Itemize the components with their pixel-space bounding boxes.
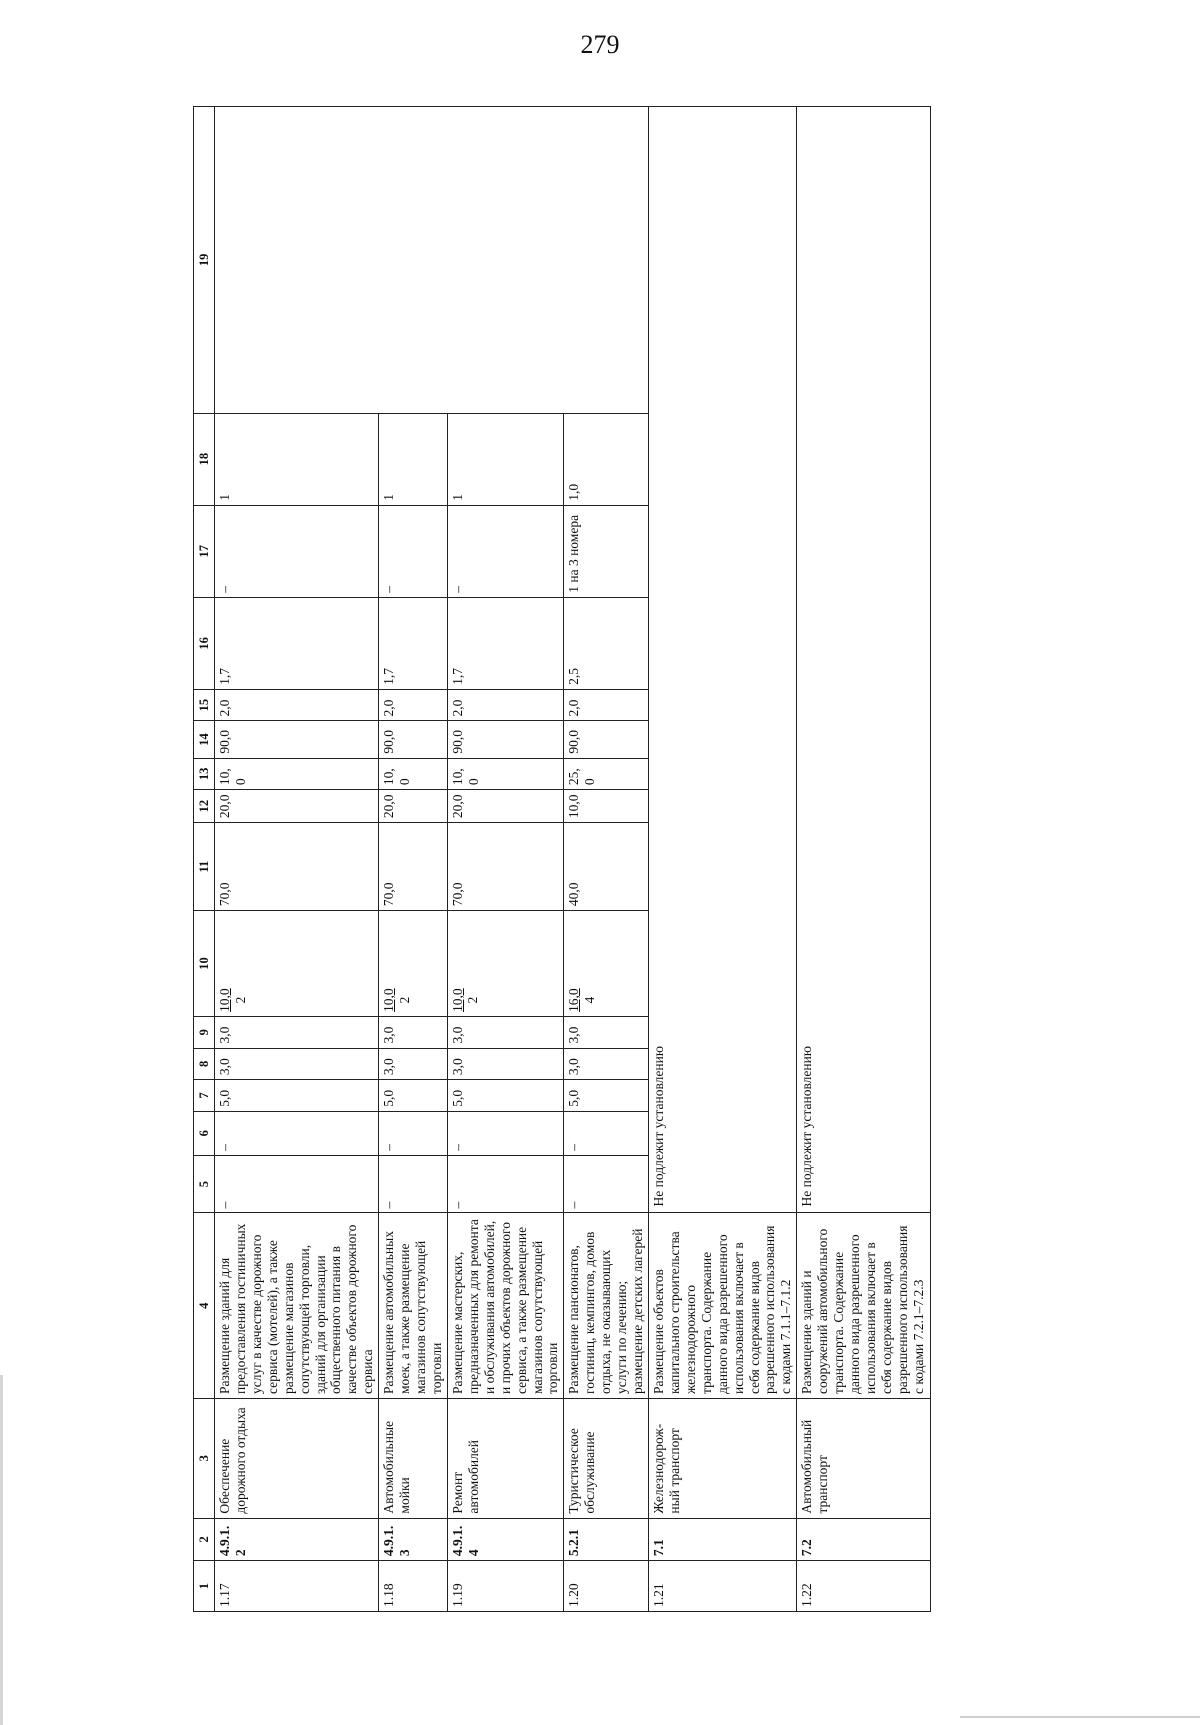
value-cell: 3,0 <box>564 1048 649 1080</box>
use-code: 4.9.1.3 <box>379 1518 448 1561</box>
header-cell: 3 <box>194 1399 215 1519</box>
value-cell: 10,0 <box>379 758 448 790</box>
use-code: 5.2.1 <box>564 1518 649 1561</box>
rotated-table-container <box>193 106 926 1612</box>
fraction-numerator: 10,0 <box>381 988 397 1012</box>
use-name: Туристическое обслуживание <box>564 1399 649 1519</box>
row-number: 1.18 <box>379 1561 448 1612</box>
use-description: Размещение автомобильных моек, а также размещение магазинов сопутствующей торговли <box>379 1213 448 1399</box>
header-cell: 9 <box>194 1016 215 1048</box>
value-cell: 1 <box>447 413 563 505</box>
fraction-denominator: 4 <box>581 996 597 1004</box>
row-number: 1.21 <box>648 1561 796 1612</box>
value-cell: 2,0 <box>215 689 379 721</box>
header-cell: 1 <box>194 1561 215 1612</box>
value-cell: 1 <box>379 413 448 505</box>
value-cell: 10,0 <box>564 790 649 823</box>
header-cell: 5 <box>194 1155 215 1213</box>
scan-edge-bottom <box>960 1716 1200 1718</box>
value-cell: – <box>564 1155 649 1213</box>
value-cell: 1,0 <box>564 413 649 505</box>
use-code: 7.1 <box>648 1518 796 1561</box>
fraction-cell <box>379 911 448 1017</box>
use-code: 7.2 <box>797 1518 931 1561</box>
scan-edge-left <box>0 1375 3 1725</box>
value-cell: – <box>447 1111 563 1155</box>
header-cell: 7 <box>194 1080 215 1112</box>
header-cell: 11 <box>194 823 215 911</box>
value-cell: – <box>564 1111 649 1155</box>
value-cell: 70,0 <box>447 823 563 911</box>
value-cell: 1,7 <box>215 597 379 689</box>
header-cell: 16 <box>194 597 215 689</box>
value-cell: – <box>447 1155 563 1213</box>
row-number: 1.20 <box>564 1561 649 1612</box>
value-cell: 2,0 <box>564 689 649 721</box>
use-name: Автомобильный транспорт <box>797 1399 931 1519</box>
value-cell: 20,0 <box>379 790 448 823</box>
header-row <box>194 107 215 1612</box>
value-cell: 1,7 <box>379 597 448 689</box>
value-cell: 3,0 <box>379 1048 448 1080</box>
header-cell: 19 <box>194 107 215 414</box>
use-code: 4.9.1.4 <box>447 1518 563 1561</box>
use-name: Обеспечение дорожного отдыха <box>215 1399 379 1519</box>
not-subject-cell: Не подлежит установлению <box>648 107 796 1213</box>
value-cell: 3,0 <box>379 1016 448 1048</box>
fraction-denominator: 2 <box>396 996 412 1004</box>
value-cell: 1,7 <box>447 597 563 689</box>
page-number: 279 <box>580 30 620 59</box>
use-description: Размещение зданий для предоставления гостиничных услуг в качестве дорожного сервиса (мотелей), а также размещение магазинов сопутствующей торговли, зданий для организации общественного питания в качестве объектов дорожного сервиса <box>215 1213 379 1399</box>
value-cell: – <box>215 1111 379 1155</box>
header-cell: 13 <box>194 758 215 790</box>
header-cell: 6 <box>194 1111 215 1155</box>
regulations-table <box>193 106 931 1612</box>
header-cell: 14 <box>194 721 215 758</box>
fraction-denominator: 2 <box>232 996 248 1004</box>
table-row <box>648 107 796 1612</box>
value-cell: – <box>447 505 563 597</box>
use-name: Ремонт автомобилей <box>447 1399 563 1519</box>
column-19-cell <box>215 107 649 414</box>
use-code: 4.9.1.2 <box>215 1518 379 1561</box>
use-description: Размещение объектов капитального строительства железнодорожного транспорта. Содержание данного вида разрешенного использования включает в себя содержание видов разрешенного использования с кодами 7.1.1–7.1.2 <box>648 1213 796 1399</box>
fraction-cell <box>215 911 379 1017</box>
value-cell: 90,0 <box>447 721 563 758</box>
header-cell: 10 <box>194 911 215 1017</box>
value-cell: 3,0 <box>215 1016 379 1048</box>
header-cell: 2 <box>194 1518 215 1561</box>
table-row <box>215 107 379 1612</box>
fraction-numerator: 16,0 <box>566 988 582 1012</box>
header-cell: 18 <box>194 413 215 505</box>
header-cell: 17 <box>194 505 215 597</box>
value-cell: 3,0 <box>215 1048 379 1080</box>
value-cell: – <box>215 505 379 597</box>
value-cell: 2,0 <box>379 689 448 721</box>
value-cell: 20,0 <box>215 790 379 823</box>
value-cell: 10,0 <box>215 758 379 790</box>
value-cell: 5,0 <box>447 1080 563 1112</box>
fraction-denominator: 2 <box>465 996 481 1004</box>
use-description: Размещение мастерских, предназначенных для ремонта и обслуживания автомобилей, и прочих объектов дорожного сервиса, а также размещение магазинов сопутствующей торговли <box>447 1213 563 1399</box>
value-cell: 5,0 <box>564 1080 649 1112</box>
value-cell: 70,0 <box>379 823 448 911</box>
value-cell: 90,0 <box>379 721 448 758</box>
value-cell: – <box>215 1155 379 1213</box>
value-cell: 40,0 <box>564 823 649 911</box>
value-cell: 5,0 <box>215 1080 379 1112</box>
value-cell: 2,5 <box>564 597 649 689</box>
value-cell: 90,0 <box>564 721 649 758</box>
value-cell: – <box>379 1155 448 1213</box>
value-cell: – <box>379 1111 448 1155</box>
row-number: 1.19 <box>447 1561 563 1612</box>
value-cell: 10,0 <box>447 758 563 790</box>
header-cell: 8 <box>194 1048 215 1080</box>
value-cell: 3,0 <box>447 1048 563 1080</box>
table-row <box>797 107 931 1612</box>
use-name: Железнодорож-ный транспорт <box>648 1399 796 1519</box>
value-cell: 2,0 <box>447 689 563 721</box>
value-cell: 70,0 <box>215 823 379 911</box>
value-cell: 1 <box>215 413 379 505</box>
fraction-cell <box>564 911 649 1017</box>
header-cell: 12 <box>194 790 215 823</box>
use-name: Автомобильные мойки <box>379 1399 448 1519</box>
value-cell: 5,0 <box>379 1080 448 1112</box>
fraction-numerator: 10,0 <box>217 988 232 1012</box>
value-cell: 1 на 3 номера <box>564 505 649 597</box>
value-cell: 90,0 <box>215 721 379 758</box>
use-description: Размещение зданий и сооружений автомобильного транспорта. Содержание данного вида разрешенного использования включает в себя содержание видов разрешенного использования с кодами 7.2.1–7.2.3 <box>797 1213 931 1399</box>
row-number: 1.22 <box>797 1561 931 1612</box>
value-cell: 20,0 <box>447 790 563 823</box>
value-cell: 3,0 <box>564 1016 649 1048</box>
use-description: Размещение пансионатов, гостиниц, кемпингов, домов отдыха, не оказывающих услуги по лечению; размещение детских лагерей <box>564 1213 649 1399</box>
row-number: 1.17 <box>215 1561 379 1612</box>
value-cell: 25,0 <box>564 758 649 790</box>
header-cell: 15 <box>194 689 215 721</box>
table-frame <box>193 106 926 1612</box>
fraction-numerator: 10,0 <box>449 988 465 1012</box>
value-cell: – <box>379 505 448 597</box>
value-cell: 3,0 <box>447 1016 563 1048</box>
not-subject-cell: Не подлежит установлению <box>797 107 931 1213</box>
fraction-cell <box>447 911 563 1017</box>
header-cell: 4 <box>194 1213 215 1399</box>
